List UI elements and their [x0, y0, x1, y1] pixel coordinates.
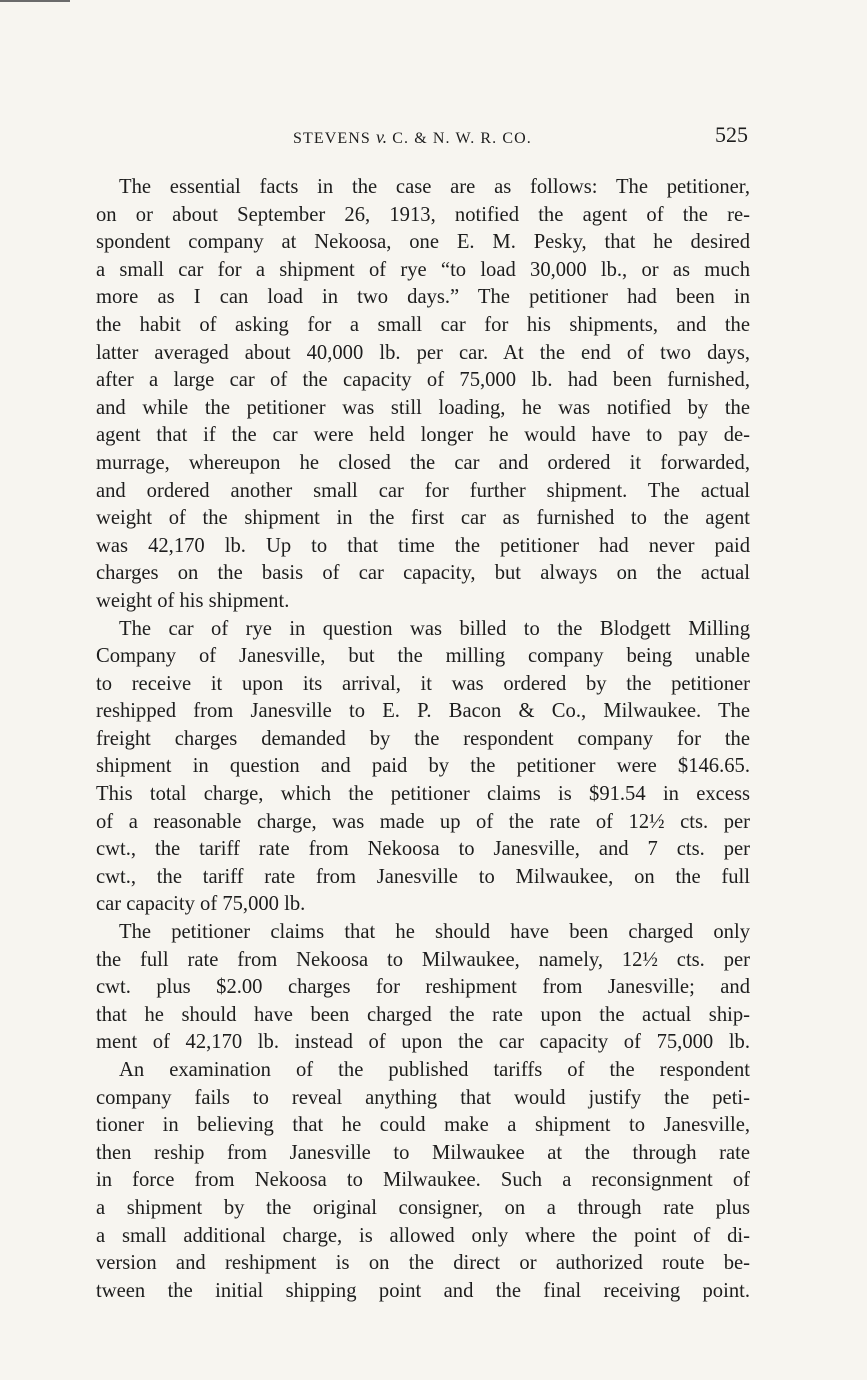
running-head-part: C. & N. W. R. CO. [387, 130, 532, 147]
text-line: and while the petitioner was still loading, he was notified by the [96, 396, 750, 419]
text-line: shipment in question and paid by the petitioner were $146.65. [96, 755, 750, 778]
text-line: on or about September 26, 1913, notified the agent of the re- [96, 203, 750, 226]
body-text [96, 174, 750, 1305]
text-line: a small additional charge, is allowed only where the point of di- [96, 1224, 750, 1247]
text-line: cwt., the tariff rate from Janesville to Milwaukee, on the full [96, 865, 750, 888]
text-line: reshipped from Janesville to E. P. Bacon & Co., Milwaukee. The [96, 700, 750, 723]
text-line: ment of 42,170 lb. instead of upon the car capacity of 75,000 lb. [96, 1031, 750, 1054]
page-number: 525 [715, 122, 748, 147]
text-line: An examination of the published tariffs of the respondent [119, 1059, 750, 1081]
text-line: weight of his shipment. [96, 589, 290, 612]
page-header [96, 122, 750, 150]
top-rule [0, 0, 70, 2]
text-line: Company of Janesville, but the milling company being unable [96, 645, 750, 668]
text-line: of a reasonable charge, was made up of the rate of 12½ cts. per [96, 810, 750, 833]
text-line: The essential facts in the case are as follows: The petitioner, [119, 176, 750, 198]
text-line: then reship from Janesville to Milwaukee at the through rate [96, 1141, 750, 1164]
text-line: after a large car of the capacity of 75,000 lb. had been furnished, [96, 369, 750, 392]
text-line: The petitioner claims that he should have been charged only [119, 921, 750, 944]
text-line: a shipment by the original consigner, on a through rate plus [96, 1196, 750, 1219]
text-line: a small car for a shipment of rye “to load 30,000 lb., or as much [96, 258, 750, 281]
text-line: The car of rye in question was billed to the Blodgett Milling [119, 617, 750, 640]
text-line: was 42,170 lb. Up to that time the petitioner had never paid [96, 534, 750, 557]
text-line: to receive it upon its arrival, it was ordered by the petitioner [96, 672, 750, 695]
running-head-part: STEVENS [293, 130, 377, 147]
text-line: car capacity of 75,000 lb. [96, 893, 306, 916]
running-head [293, 127, 532, 148]
text-line: version and reshipment is on the direct or authorized route be- [96, 1252, 750, 1275]
text-line: agent that if the car were held longer he would have to pay de- [96, 424, 750, 447]
text-line: freight charges demanded by the respondent company for the [96, 727, 750, 750]
text-line: tioner in believing that he could make a shipment to Janesville, [96, 1114, 750, 1137]
text-line: more as I can load in two days.” The petitioner had been in [96, 286, 750, 309]
text-line: in force from Nekoosa to Milwaukee. Such a reconsignment of [96, 1169, 750, 1192]
text-line: the habit of asking for a small car for his shipments, and the [96, 313, 750, 336]
text-line: charges on the basis of car capacity, but always on the actual [96, 562, 750, 585]
text-line: This total charge, which the petitioner claims is $91.54 in excess [96, 783, 750, 806]
text-line: murrage, whereupon he closed the car and ordered it forwarded, [96, 451, 750, 474]
text-line: spondent company at Nekoosa, one E. M. Pesky, that he desired [96, 231, 750, 254]
text-line: the full rate from Nekoosa to Milwaukee, namely, 12½ cts. per [96, 948, 750, 971]
text-line: latter averaged about 40,000 lb. per car. At the end of two days, [96, 341, 750, 364]
text-line: company fails to reveal anything that would justify the peti- [96, 1086, 750, 1109]
text-line: cwt., the tariff rate from Nekoosa to Janesville, and 7 cts. per [96, 838, 750, 861]
running-head-versus: v. [376, 127, 388, 147]
text-line: tween the initial shipping point and the final receiving point. [96, 1279, 750, 1302]
text-line: that he should have been charged the rate upon the actual ship- [96, 1003, 750, 1026]
text-line: and ordered another small car for further shipment. The actual [96, 479, 750, 502]
text-line: weight of the shipment in the first car as furnished to the agent [96, 507, 750, 530]
text-line: cwt. plus $2.00 charges for reshipment from Janesville; and [96, 976, 750, 999]
